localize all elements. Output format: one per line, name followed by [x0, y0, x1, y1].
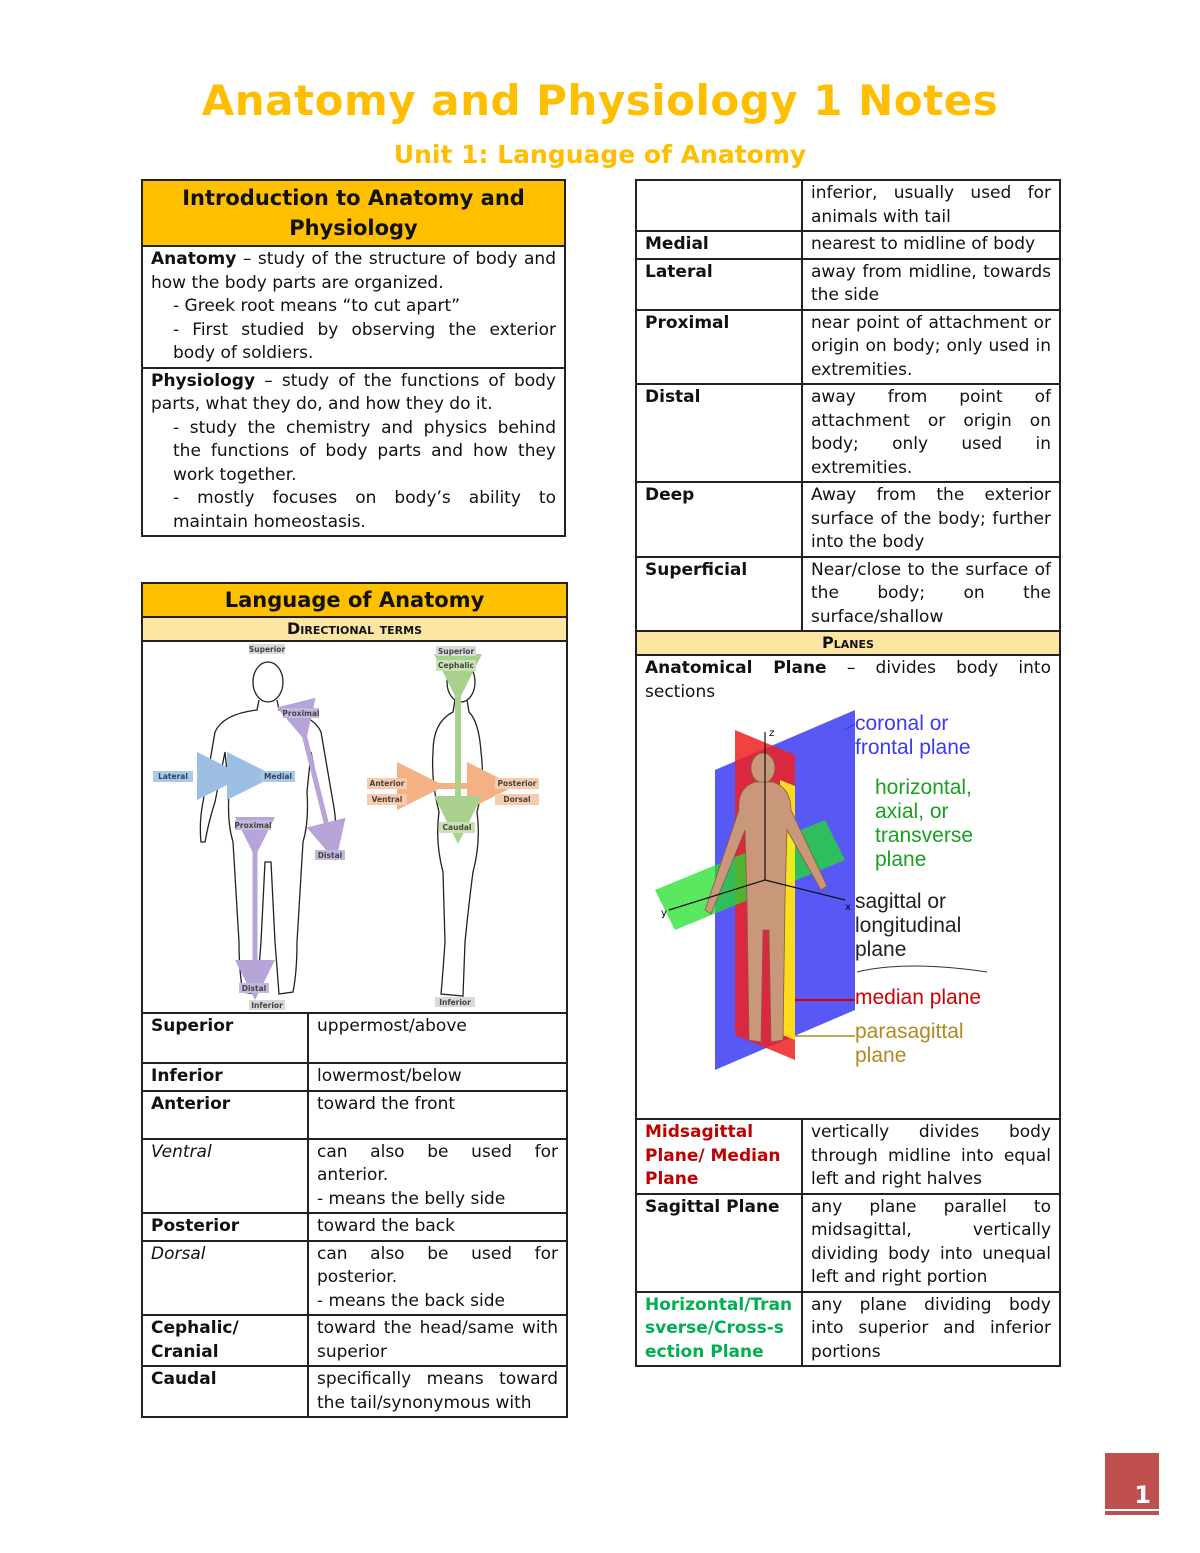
fig-label-distal-arm: Distal [317, 851, 343, 860]
dir-term-cephalic: Cephalic/ Cranial [142, 1315, 308, 1366]
median-label: median plane [855, 986, 982, 1009]
page-number-badge [1105, 1453, 1159, 1515]
fig-label-proximal-leg: Proximal [234, 821, 272, 830]
axis-y-label: y [661, 908, 667, 919]
dir-def-ventral-main: can also be used for anterior. [317, 1141, 558, 1185]
page-subtitle: Unit 1: Language of Anatomy [393, 140, 807, 169]
dir-def-ventral [308, 1139, 567, 1214]
fig-label-posterior: Posterior [497, 779, 537, 788]
dir-def-ventral-note: - means the belly side [317, 1188, 506, 1209]
dir-def-cephalic: toward the head/same with superior [308, 1315, 567, 1366]
anatomy-def: – study of the structure of body and how the body parts are organized. [151, 249, 556, 293]
horizontal-label: horizontal, axial, or transverse plane [875, 776, 974, 871]
axis-x-label: x [845, 902, 851, 913]
planes-figure [645, 710, 1045, 1090]
plane-term-midsagittal: Midsagittal Plane/ Median Plane [636, 1119, 802, 1194]
directional-terms-figure [143, 642, 564, 1012]
dir-def-anterior: toward the front [308, 1091, 567, 1139]
plane-def-midsagittal: vertically divides body through midline into equal left and right halves [802, 1119, 1060, 1194]
right-table [635, 179, 1061, 1367]
dir-def-distal: away from point of attachment or origin on body; only used in extremities. [802, 384, 1060, 482]
dir-term-superficial: Superficial [636, 557, 802, 632]
physiology-def: – study of the functions of body parts, what they do, and how they do it. [151, 370, 556, 414]
fig-label-inferior-front: Inferior [251, 1001, 283, 1010]
coronal-label: coronal or frontal plane [855, 712, 971, 759]
intro-header: Introduction to Anatomy and Physiology [142, 180, 565, 246]
fig-label-dorsal: Dorsal [503, 795, 531, 804]
dir-def-dorsal-main: can also be used for posterior. [317, 1243, 558, 1287]
anatomical-plane-def: – divides body into sections [645, 658, 1051, 702]
physiology-cell [142, 368, 565, 537]
axis-z-label: z [769, 728, 775, 739]
dir-def-deep: Away from the exterior surface of the body; further into the body [802, 482, 1060, 557]
dir-def-posterior: toward the back [308, 1213, 567, 1241]
dir-term-inferior: Inferior [142, 1063, 308, 1091]
fig-label-ventral: Ventral [371, 795, 403, 804]
fig-label-superior-front: Superior [248, 645, 286, 654]
fig-label-superior-side: Superior [437, 647, 475, 656]
dir-term-caudal: Caudal [142, 1366, 308, 1417]
cont-term-empty [636, 180, 802, 231]
anatomy-cell [142, 246, 565, 368]
dir-def-dorsal [308, 1241, 567, 1316]
dir-term-dorsal: Dorsal [142, 1241, 308, 1316]
physiology-bullet-1: - study the chemistry and physics behind the functions of body parts and how they work together. [173, 417, 556, 485]
dir-term-ventral: Ventral [142, 1139, 308, 1214]
anatomical-plane-term: Anatomical Plane [645, 658, 827, 678]
fig-label-caudal: Caudal [442, 823, 472, 832]
anatomical-plane-cell [636, 655, 1060, 1119]
dir-def-medial: nearest to midline of body [802, 231, 1060, 259]
dir-term-superior: Superior [142, 1013, 308, 1063]
directional-terms-subheader: Directional terms [142, 617, 567, 641]
dir-def-superior: uppermost/above [308, 1013, 567, 1063]
dir-def-proximal: near point of attachment or origin on body; only used in extremities. [802, 310, 1060, 385]
fig-label-lateral: Lateral [158, 772, 188, 781]
physiology-bullet-2: - mostly focuses on body’s ability to maintain homeostasis. [173, 488, 556, 532]
anatomy-bullet-2: - First studied by observing the exterior body of soldiers. [173, 319, 556, 363]
dir-def-caudal: specifically means toward the tail/synonymous with [308, 1366, 567, 1417]
fig-label-inferior-side: Inferior [439, 998, 471, 1007]
dir-term-anterior: Anterior [142, 1091, 308, 1139]
dir-def-superficial: Near/close to the surface of the body; on the surface/shallow [802, 557, 1060, 632]
page-number-underline [1105, 1509, 1159, 1511]
plane-term-sagittal: Sagittal Plane [636, 1194, 802, 1292]
planes-subheader: Planes [636, 631, 1060, 655]
dir-def-dorsal-note: - means the back side [317, 1290, 505, 1311]
language-header: Language of Anatomy [142, 583, 567, 617]
dir-term-medial: Medial [636, 231, 802, 259]
physiology-term: Physiology [151, 370, 256, 391]
plane-def-horizontal: any plane dividing body into superior and inferior portions [802, 1292, 1060, 1367]
fig-label-cephalic: Cephalic [438, 661, 474, 670]
dir-term-lateral: Lateral [636, 259, 802, 310]
intro-table [141, 179, 566, 537]
dir-def-inferior: lowermost/below [308, 1063, 567, 1091]
dir-term-deep: Deep [636, 482, 802, 557]
parasagittal-label: parasagittal plane [855, 1020, 964, 1067]
dir-term-distal: Distal [636, 384, 802, 482]
page-number: 1 [1134, 1481, 1151, 1509]
fig-label-medial: Medial [263, 772, 293, 781]
anatomy-bullet-1: - Greek root means “to cut apart” [173, 296, 461, 316]
plane-term-horizontal: Horizontal/Transverse/Cross-section Plane [636, 1292, 802, 1367]
proximal-distal-arrow-arm [301, 722, 331, 842]
cont-def: inferior, usually used for animals with tail [802, 180, 1060, 231]
directional-figure-cell [142, 641, 567, 1013]
dir-term-posterior: Posterior [142, 1213, 308, 1241]
anatomy-term: Anatomy [151, 249, 237, 269]
fig-label-anterior: Anterior [369, 779, 405, 788]
page-title: Anatomy and Physiology 1 Notes [201, 76, 999, 125]
dir-def-lateral: away from midline, towards the side [802, 259, 1060, 310]
sagittal-label: sagittal or longitudinal plane [855, 890, 962, 961]
dir-term-proximal: Proximal [636, 310, 802, 385]
language-table [141, 582, 568, 1418]
fig-label-proximal-arm: Proximal [282, 709, 320, 718]
fig-label-distal-leg: Distal [241, 984, 267, 993]
plane-def-sagittal: any plane parallel to midsagittal, vertically dividing body into unequal left and right portion [802, 1194, 1060, 1292]
